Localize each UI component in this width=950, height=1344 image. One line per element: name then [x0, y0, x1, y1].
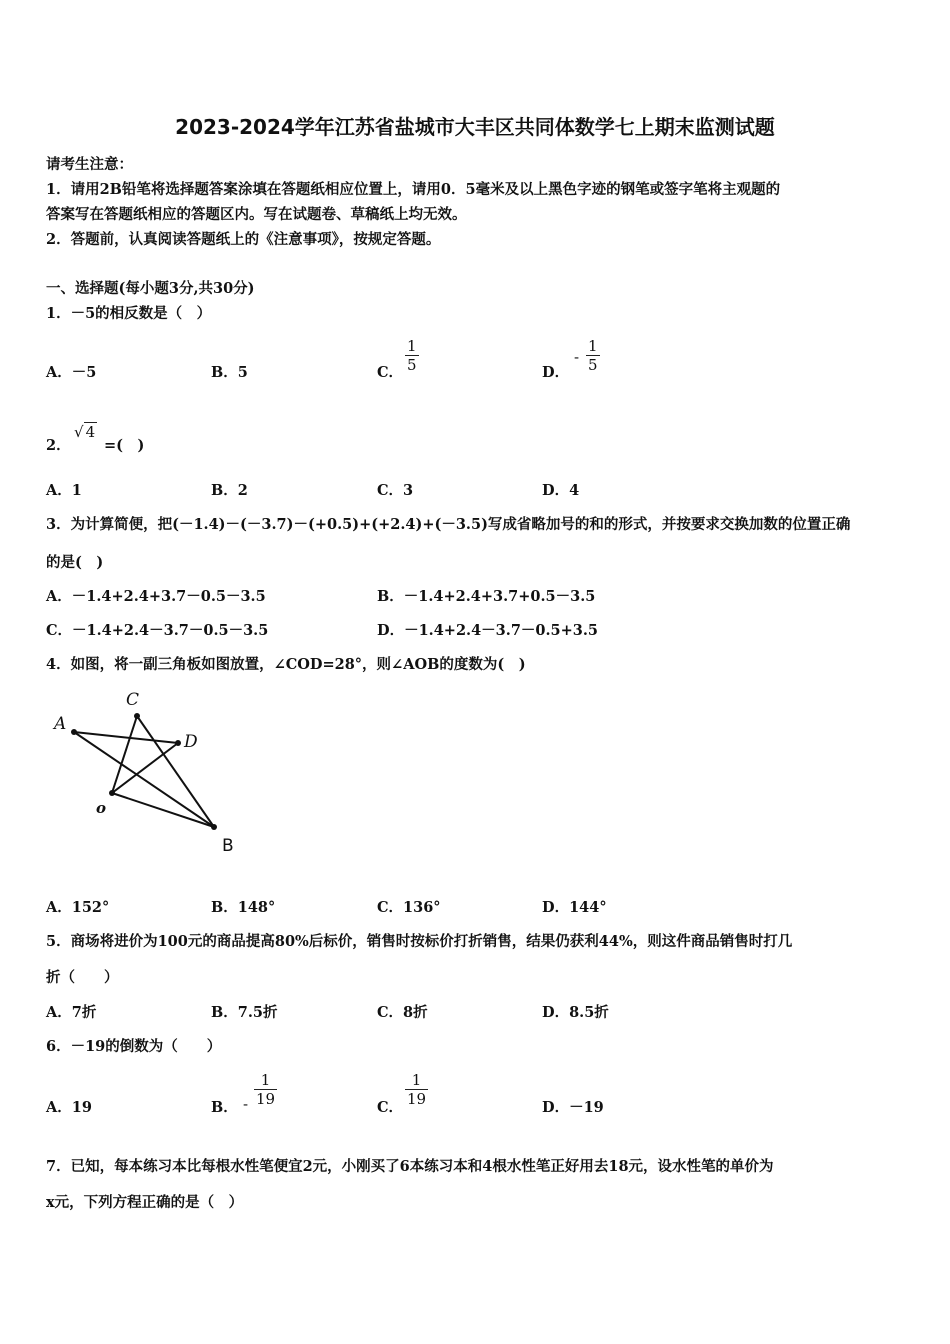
question-2-number: 2．	[46, 437, 71, 454]
q2-option-d: D．4	[542, 482, 580, 499]
label-a: A	[54, 714, 67, 734]
page-title: 2023-2024学年江苏省盐城市大丰区共同体数学七上期末监测试题	[175, 115, 775, 139]
point-b	[211, 824, 217, 830]
question-6-stem: 6．－19的倒数为（ ）	[46, 1038, 222, 1055]
q1-option-d-label: D．	[542, 364, 570, 381]
question-3-stem-2: 的是( )	[46, 554, 104, 571]
q6-option-c-fraction: $\frac{1}{19}$	[407, 1071, 427, 1108]
q1-option-d-fraction: $\frac{1}{5}$	[588, 337, 598, 374]
q5-option-c: C．8折	[377, 1004, 428, 1021]
q6-option-b-sign: -	[243, 1095, 249, 1113]
q6-option-a: A．19	[46, 1099, 92, 1116]
q3-option-b: B．－1.4+2.4+3.7+0.5－3.5	[377, 588, 596, 605]
label-d: D	[184, 732, 198, 752]
line-ad	[74, 732, 178, 743]
section-heading: 一、选择题(每小题3分,共30分)	[46, 280, 255, 297]
question-5-stem: 5．商场将进价为100元的商品提高80%后标价，销售时按标价打折销售，结果仍获利44%，则这件商品销售时打几	[46, 933, 793, 950]
q4-option-c: C．136°	[377, 899, 441, 916]
q2-option-b: B．2	[211, 482, 248, 499]
label-o: o	[96, 799, 107, 817]
q3-option-a: A．－1.4+2.4+3.7－0.5－3.5	[46, 588, 266, 605]
question-5-stem-2: 折（ ）	[46, 969, 119, 986]
notice-line-1: 1．请用2B铅笔将选择题答案涂填在答题纸相应位置上，请用0．5毫米及以上黑色字迹的钢笔或签字笔将主观题的	[46, 181, 781, 198]
question-7-stem-2: x元，下列方程正确的是（ ）	[46, 1194, 244, 1211]
q5-option-d: D．8.5折	[542, 1004, 609, 1021]
q5-option-a: A．7折	[46, 1004, 97, 1021]
q4-option-d: D．144°	[542, 899, 607, 916]
q2-option-c: C．3	[377, 482, 414, 499]
line-co	[112, 716, 137, 793]
notice-line-2: 2．答题前，认真阅读答题纸上的《注意事项》，按规定答题。	[46, 231, 441, 248]
notice-line-1b: 答案写在答题纸相应的答题区内。写在试题卷、草稿纸上均无效。	[46, 206, 467, 223]
q4-figure	[46, 685, 246, 860]
question-4-stem: 4．如图，将一副三角板如图放置，∠COD=28°，则∠AOB的度数为( )	[46, 656, 526, 673]
point-a	[71, 729, 77, 735]
label-b: B	[222, 836, 234, 856]
q3-option-c: C．－1.4+2.4－3.7－0.5－3.5	[46, 622, 269, 639]
line-ob	[112, 793, 214, 827]
q1-option-a: A．－5	[46, 364, 97, 381]
q6-option-d: D．－19	[542, 1099, 604, 1116]
q6-option-b-label: B．	[211, 1099, 238, 1116]
label-c: C	[126, 690, 140, 710]
question-2-stem: =( )	[104, 437, 145, 454]
q2-option-a: A．1	[46, 482, 82, 499]
q4-figure-points	[71, 713, 217, 830]
q4-option-a: A．152°	[46, 899, 110, 916]
notice-heading: 请考生注意：	[46, 156, 133, 173]
q6-option-c-label: C．	[377, 1099, 404, 1116]
line-cb	[137, 716, 214, 827]
q1-option-d-sign: -	[574, 348, 580, 366]
q1-option-c-label: C．	[377, 364, 404, 381]
q4-option-b: B．148°	[211, 899, 276, 916]
point-c	[134, 713, 140, 719]
q5-option-b: B．7.5折	[211, 1004, 278, 1021]
q1-option-c-fraction: $\frac{1}{5}$	[407, 337, 417, 374]
q2-sqrt: √ 4	[74, 423, 96, 441]
question-3-stem: 3．为计算简便，把(－1.4)－(－3.7)－(+0.5)+(+2.4)+(－3.5)写成省略加号的和的形式，并按要求交换加数的位置正确	[46, 516, 851, 533]
line-od	[112, 743, 178, 793]
q3-option-d: D．－1.4+2.4－3.7－0.5+3.5	[377, 622, 599, 639]
question-1-stem: 1．－5的相反数是（ ）	[46, 305, 212, 322]
q6-option-b-fraction: $\frac{1}{19}$	[256, 1071, 276, 1108]
point-d	[175, 740, 181, 746]
question-7-stem: 7．已知，每本练习本比每根水性笔便宜2元，小刚买了6本练习本和4根水性笔正好用去18元，设水性笔的单价为	[46, 1158, 774, 1175]
point-o	[109, 790, 115, 796]
q1-option-b: B．5	[211, 364, 248, 381]
